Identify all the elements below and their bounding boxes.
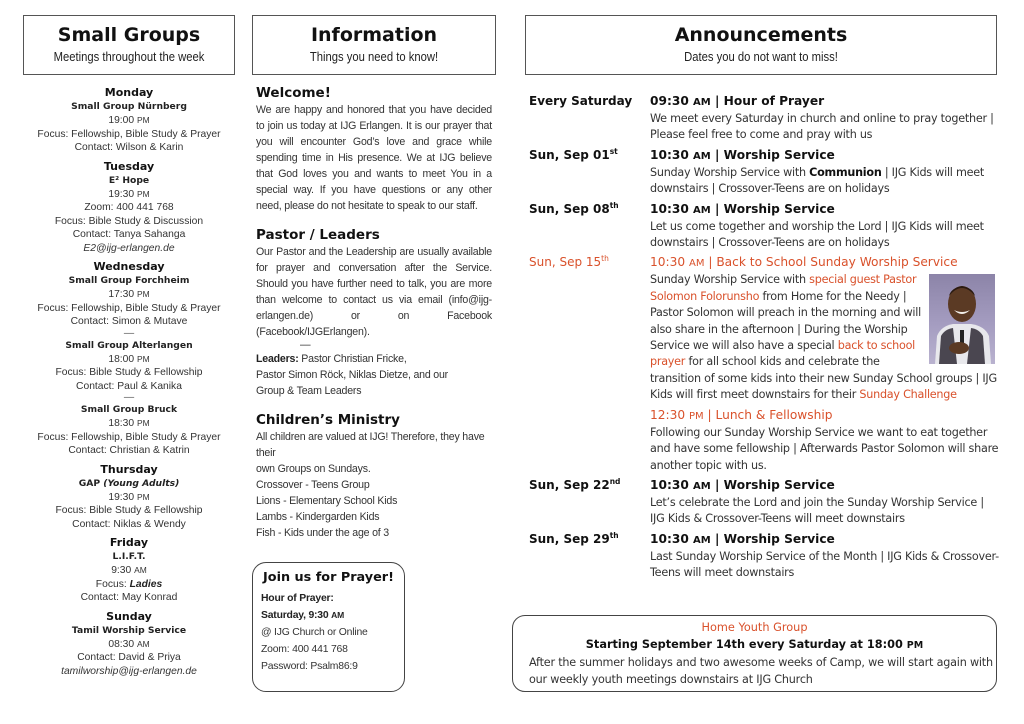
person-photo-icon <box>929 274 995 364</box>
group-focus: Focus: Bible Study & Fellowship <box>55 367 203 378</box>
leaders-line: Group & Team Leaders <box>256 385 362 397</box>
day-heading: Friday <box>109 536 149 549</box>
day-heading: Tuesday <box>103 159 155 173</box>
announcement-date: Sun, Sep 01st <box>529 146 618 162</box>
prayer-when: Saturday, 9:30 AM <box>261 610 344 621</box>
group-contact: Contact: Niklas & Wendy <box>72 518 186 530</box>
announcement-item-highlight <box>529 254 999 473</box>
youth-group-title: Home Youth Group <box>701 621 808 634</box>
group-name: Tamil Worship Service <box>71 624 187 636</box>
prayer-password: Password: Psalm86:9 <box>261 661 358 672</box>
youth-group-text: After the summer holidays and two awesome weeks of Camp, we will start again with our weekly youth meetings downstairs at IJG Church <box>529 656 993 686</box>
group-contact: Contact: May Konrad <box>80 592 178 603</box>
announcements-header <box>525 15 997 75</box>
group-name: Small Group Forchheim <box>68 275 190 286</box>
small-groups-subtitle: Meetings throughout the week <box>53 50 205 64</box>
announcement-text: Let’s celebrate the Lord and join the Sunday Worship Service | IJG Kids & Crossover-Teens will meet downstairs <box>650 495 984 526</box>
announcement-date: Sun, Sep 08th <box>529 200 619 216</box>
small-groups-header <box>23 15 235 75</box>
group-name: Small Group Bruck <box>80 404 178 415</box>
day-heading: Wednesday <box>93 260 165 273</box>
information-subtitle: Things you need to know! <box>309 50 439 64</box>
small-groups-title: Small Groups <box>57 24 201 46</box>
prayer-title: Join us for Prayer! <box>263 570 394 585</box>
announcement-item <box>529 531 999 582</box>
group-time: 19:00 PM <box>108 115 150 126</box>
leaders-label: Leaders: <box>256 353 299 365</box>
leaders-line: Pastor Simon Röck, Niklas Dietze, and our <box>256 369 448 381</box>
childrens-group: Lions - Elementary School Kids <box>256 495 398 507</box>
childrens-line: own Groups on Sundays. <box>256 463 371 475</box>
announcement-title: 10:30 AM | Worship Service <box>650 477 835 492</box>
announcement-sub-event <box>650 407 999 474</box>
group-email-link[interactable]: E2@ijg-erlangen.de <box>83 242 175 254</box>
information-title: Information <box>310 24 438 46</box>
pastor-leaders-title: Pastor / Leaders <box>256 227 380 243</box>
group-focus: Focus: Fellowship, Bible Study & Prayer <box>37 302 221 314</box>
announcements-title: Announcements <box>674 24 848 46</box>
group-email-link[interactable]: tamilworship@ijg-erlangen.de <box>61 665 197 677</box>
announcement-text: Last Sunday Worship Service of the Month | IJG Kids & Crossover-Teens will meet downstairs <box>650 549 999 580</box>
group-time: 19:30 PM <box>108 188 150 200</box>
prayer-box <box>252 562 405 692</box>
group-contact: Contact: Paul & Kanika <box>76 380 182 392</box>
announcement-title: 09:30 AM | Hour of Prayer <box>650 94 825 108</box>
leaders-line: Leaders: Pastor Christian Fricke, <box>256 353 407 365</box>
group-zoom: Zoom: 400 441 768 <box>84 202 174 213</box>
sub-event-text: Following our Sunday Worship Service we want to eat together and have some fellowship | Afterwards Pastor Solomon will share another topic with us. <box>650 425 999 472</box>
announcement-date: Sun, Sep 29th <box>529 530 619 546</box>
prayer-zoom: Zoom: 400 441 768 <box>261 644 348 655</box>
announcement-text: We meet every Saturday in church and online to pray together | Please feel free to come and pray with us <box>650 112 994 142</box>
group-contact: Contact: Tanya Sahanga <box>72 229 186 240</box>
announcement-title: 10:30 AM | Worship Service <box>650 531 835 546</box>
group-focus: Focus: Fellowship, Bible Study & Prayer <box>37 128 221 140</box>
announcements-list <box>529 93 999 585</box>
guest-pastor-photo <box>929 274 995 364</box>
group-name: GAP (Young Adults) <box>78 477 180 489</box>
group-separator: — <box>123 392 135 403</box>
childrens-ministry-title: Children’s Ministry <box>256 412 400 428</box>
announcement-text: Let us come together and worship the Lord | IJG Kids will meet downstairs | Crossover-Teens are on holidays <box>650 219 984 250</box>
group-time: 08:30 AM <box>108 638 150 650</box>
welcome-text: We are happy and honored that you have decided to join us today at IJG Erlangen. It is our prayer that you will encounter God’s love and grace while spending time in His presence. We at IJG believe that God loves you and wants to meet You in a special way. If you have questions or any other need, please do not hesitate to speak to our staff. <box>256 104 492 212</box>
group-focus: Focus: Bible Study & Discussion <box>54 215 204 227</box>
announcement-item <box>529 201 999 252</box>
group-time: 17:30 PM <box>108 289 150 300</box>
childrens-group: Fish - Kids under the age of 3 <box>256 527 389 539</box>
announcement-date: Sun, Sep 22nd <box>529 476 621 492</box>
announcement-title: 10:30 AM | Worship Service <box>650 147 835 162</box>
group-focus: Focus: Ladies <box>95 578 163 590</box>
announcement-item <box>529 477 999 528</box>
group-time: 18:30 PM <box>108 418 150 429</box>
group-focus: Focus: Bible Study & Fellowship <box>55 505 203 516</box>
announcement-date: Every Saturday <box>529 94 633 108</box>
day-heading: Thursday <box>100 462 158 476</box>
announcement-item <box>529 147 999 198</box>
group-contact: Contact: David & Priya <box>77 652 181 663</box>
group-time: 19:30 PM <box>108 491 150 503</box>
sub-event-title: 12:30 PM | Lunch & Fellowship <box>650 407 833 422</box>
group-name: Small Group Alterlangen <box>65 339 193 351</box>
youth-group-start: Starting September 14th every Saturday at 18:00 PM <box>585 638 924 651</box>
group-name: E² Hope <box>108 174 150 186</box>
announcement-date: Sun, Sep 15th <box>529 254 609 270</box>
prayer-label: Hour of Prayer: <box>261 593 334 604</box>
information-header <box>252 15 496 75</box>
pastor-leaders-text: Our Pastor and the Leadership are usually available for prayer and conversation after the Service. Should you have further need to talk, you are more than welcome to contact us via email (info@ijg-erlangen.de) or on Facebook (Facebook/IJGErlangen). <box>256 246 492 338</box>
announcement-title: 10:30 AM | Worship Service <box>650 201 835 216</box>
childrens-line: All children are valued at IJG! Therefore, they have their <box>256 431 485 459</box>
announcement-title: 10:30 AM | Back to School Sunday Worship Service <box>650 255 958 270</box>
welcome-title: Welcome! <box>256 85 331 101</box>
group-time: 18:00 PM <box>108 353 150 365</box>
group-contact: Contact: Christian & Katrin <box>68 445 190 456</box>
group-contact: Contact: Wilson & Karin <box>74 142 184 153</box>
day-heading: Sunday <box>106 609 152 623</box>
pastor-separator: — <box>300 339 311 351</box>
information-content <box>256 84 492 541</box>
prayer-location: @ IJG Church or Online <box>261 627 368 638</box>
group-focus: Focus: Fellowship, Bible Study & Prayer <box>37 431 221 443</box>
group-time: 9:30 AM <box>111 565 147 576</box>
announcement-text: Sunday Worship Service with Communion | IJG Kids will meet downstairs | Crossover-Teens are on holidays <box>650 165 985 196</box>
group-contact: Contact: Simon & Mutave <box>70 316 188 327</box>
day-heading: Monday <box>104 86 154 99</box>
announcement-text: Sunday Worship Service with special guest Pastor Solomon Folorunsho from Home for the Needy | Pastor Solomon will preach in the morning and will also share in the afternoon | During the Worship Service we will also have a special back to school prayer for all school kids and celebrate the transition of some kids into their new Sunday School groups | IJG Kids will first meet downstairs for their Sunday Challenge <box>650 273 997 402</box>
childrens-group: Crossover - Teens Group <box>256 479 370 491</box>
announcements-subtitle: Dates you do not want to miss! <box>684 50 838 64</box>
group-name: L.I.F.T. <box>112 551 146 562</box>
small-groups-list <box>0 86 258 678</box>
group-separator: — <box>123 327 135 339</box>
youth-group-box <box>512 615 997 692</box>
childrens-group: Lambs - Kindergarden Kids <box>256 511 380 523</box>
group-name: Small Group Nürnberg <box>71 101 187 112</box>
announcement-item <box>529 93 999 144</box>
